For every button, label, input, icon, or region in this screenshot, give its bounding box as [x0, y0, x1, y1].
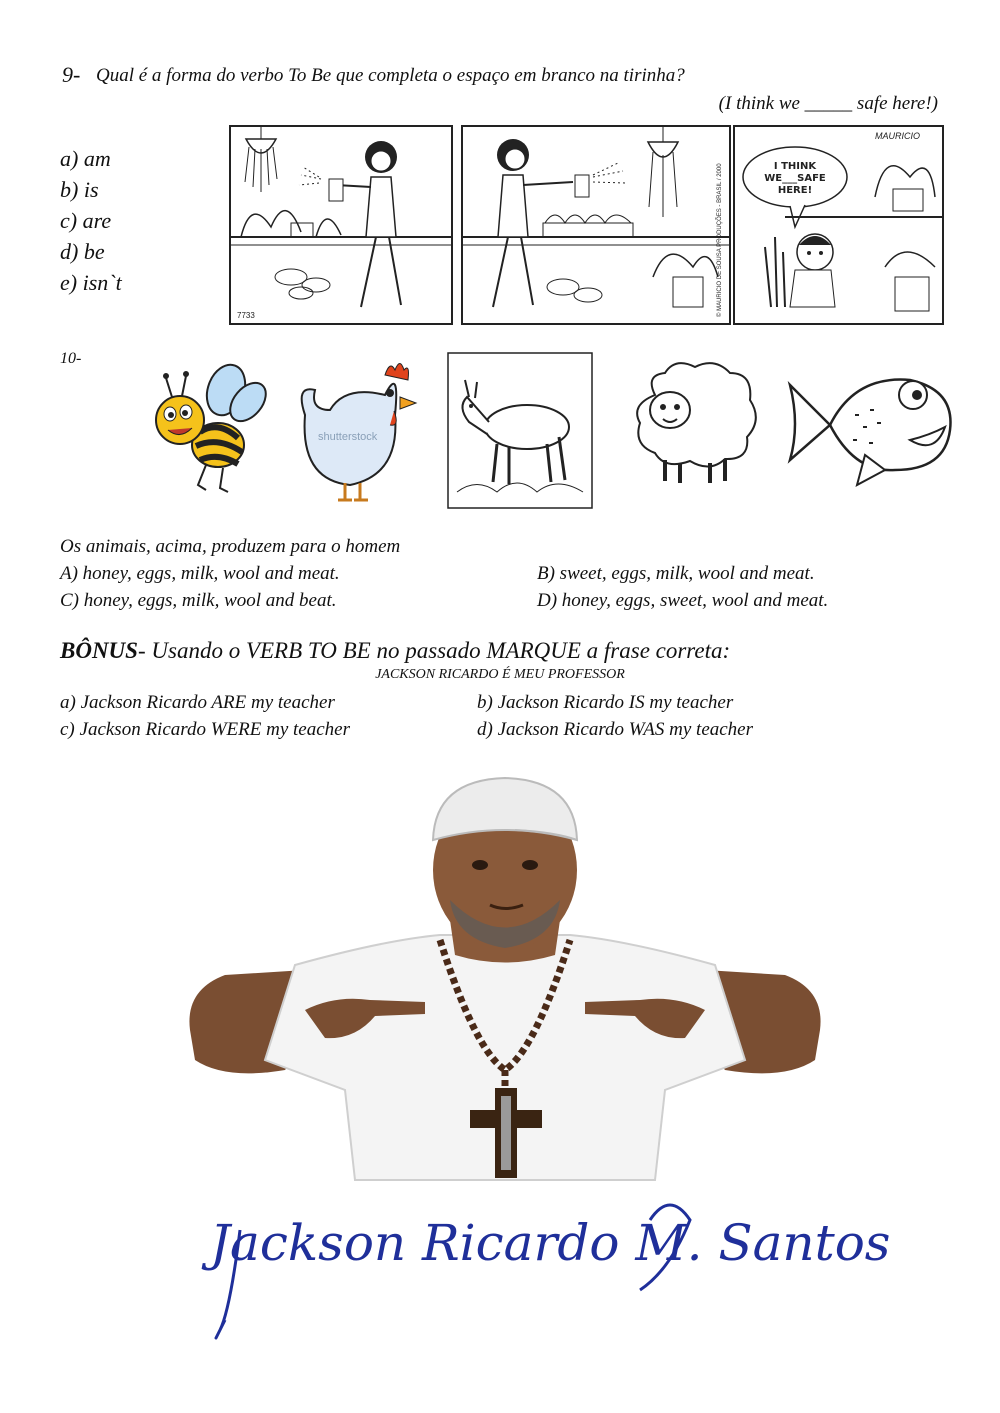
teacher-photo	[185, 770, 825, 1180]
copyright-text: © MAURICIO DE SOUSA PRODUÇÕES - BRASIL / 2000	[717, 163, 723, 317]
bonus-option-c[interactable]: c) Jackson Ricardo WERE my teacher	[60, 719, 350, 740]
bonus-option-d[interactable]: d) Jackson Ricardo WAS my teacher	[477, 719, 754, 740]
fish-icon	[785, 355, 960, 495]
balloon-line-2: WE___SAFE	[764, 173, 826, 184]
bonus-instruction: - Usando o VERB TO BE no passado MARQUE a frase correta:	[137, 638, 731, 663]
option-e-isnt[interactable]: e) isn`t	[60, 270, 122, 295]
signature-text: Jackson Ricardo M. Santos	[210, 1214, 891, 1272]
bonus-subtitle: JACKSON RICARDO É MEU PROFESSOR	[375, 667, 625, 682]
question-9-prompt: Qual é a forma do verbo To Be que completa o espaço em branco na tirinha?	[96, 65, 685, 86]
balloon-line-3: HERE!	[777, 185, 813, 196]
option-B-sweet[interactable]: B) sweet, eggs, milk, wool and meat.	[537, 563, 815, 584]
comic-panel-2	[461, 125, 731, 325]
question-9-hint: (I think we _____ safe here!)	[718, 93, 938, 114]
option-c-are[interactable]: c) are	[60, 208, 112, 233]
balloon-line-1: I THINK	[773, 161, 817, 172]
question-9-number: 9-	[62, 62, 81, 87]
comic-panel-3	[733, 125, 944, 325]
option-A-honey[interactable]: A) honey, eggs, milk, wool and meat.	[60, 563, 340, 584]
question-10-number: 10-	[60, 350, 82, 367]
strip-code: 7733	[237, 311, 255, 320]
comic-signature: MAURICIO	[875, 131, 920, 141]
comic-panel-1	[229, 125, 453, 325]
option-b-is[interactable]: b) is	[60, 177, 99, 202]
bonus-option-a[interactable]: a) Jackson Ricardo ARE my teacher	[60, 692, 335, 713]
question-10-statement: Os animais, acima, produzem para o homem	[60, 536, 401, 557]
shutterstock-watermark: shutterstock	[318, 431, 378, 443]
sheep-icon	[625, 355, 765, 490]
option-D-sweet[interactable]: D) honey, eggs, sweet, wool and meat.	[537, 590, 829, 611]
bee-icon	[148, 360, 268, 495]
bonus-instruction-line	[60, 638, 730, 664]
option-a-am[interactable]: a) am	[60, 146, 111, 171]
teacher-signature	[200, 1180, 891, 1350]
option-d-be[interactable]: d) be	[60, 239, 105, 264]
chicken-icon	[290, 355, 420, 510]
goat-icon	[447, 352, 593, 509]
bonus-label: BÔNUS	[60, 638, 138, 663]
option-C-beat[interactable]: C) honey, eggs, milk, wool and beat.	[60, 590, 337, 611]
bonus-option-b[interactable]: b) Jackson Ricardo IS my teacher	[477, 692, 734, 713]
